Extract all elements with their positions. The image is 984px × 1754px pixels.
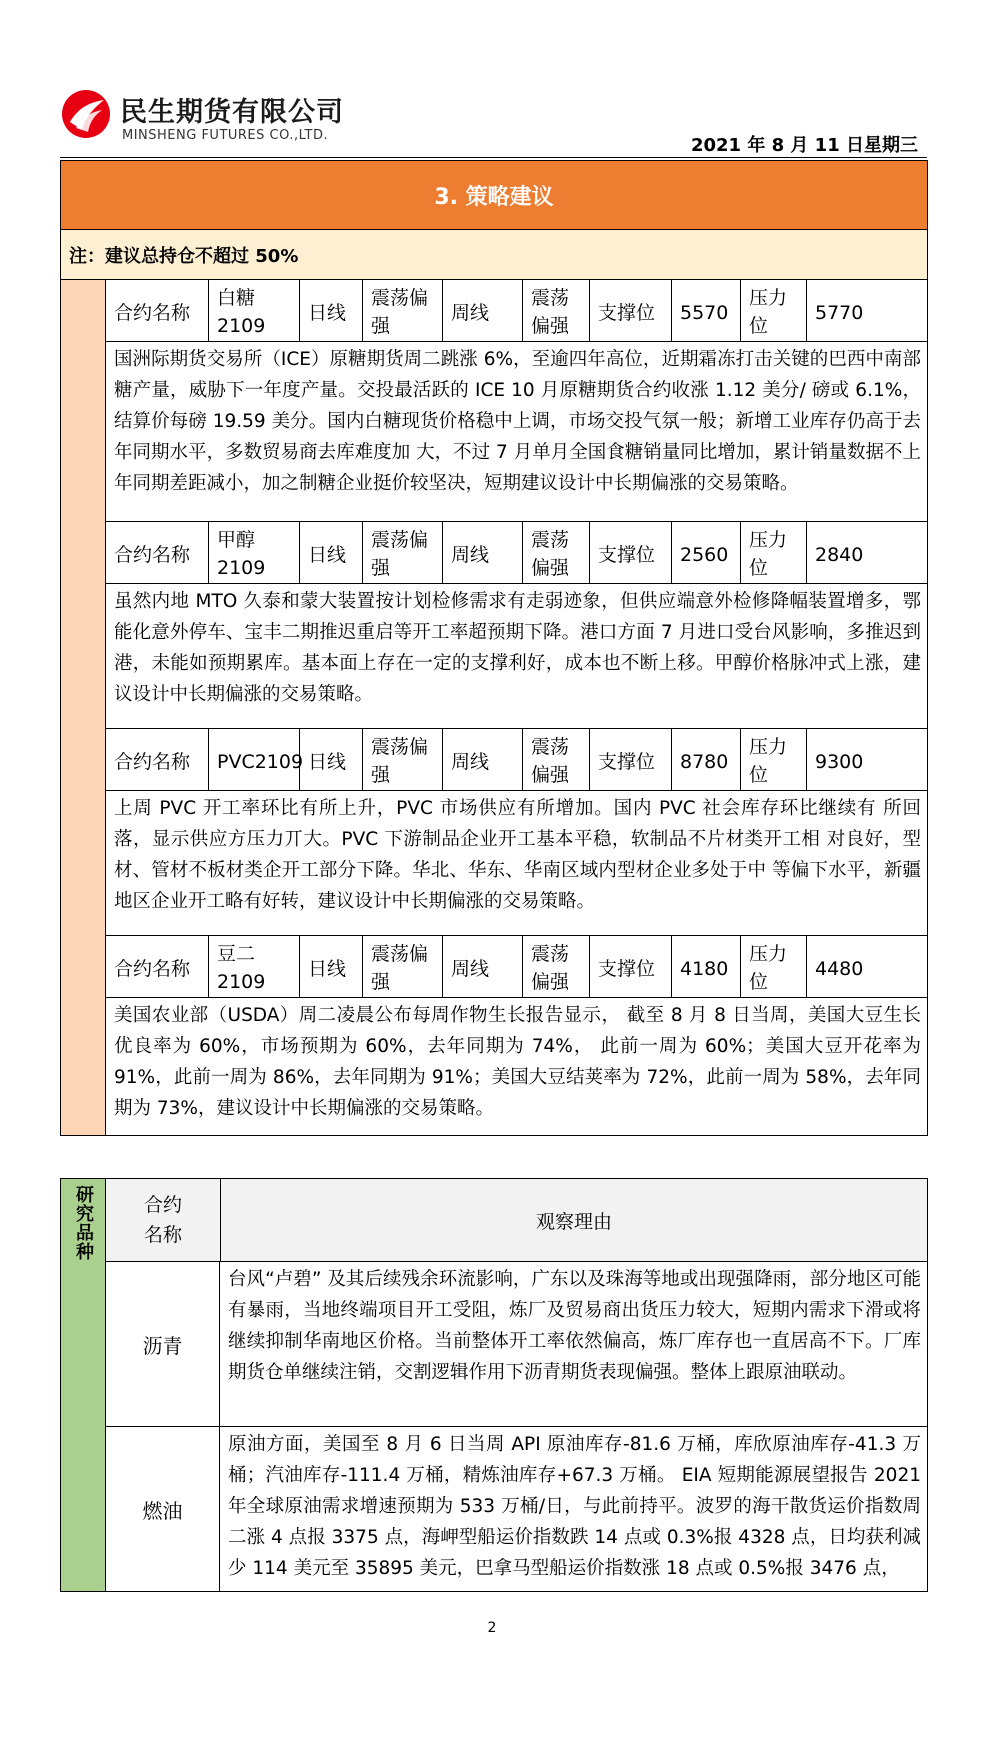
- research-contract-name: 燃油: [106, 1427, 220, 1591]
- research-reason: 原油方面，美国至 8 月 6 日当周 API 原油库存-81.6 万桶，库欣原油库存-41.3 万桶；汽油库存-111.4 万桶，精炼油库存+67.3 万桶。 EIA 短期能源展望报告 2021 年全球原油需求增速预期为 533 万桶/日，与此前持平。波罗的海干散货运价指数周二涨 4 点报 3375 点，海岬型船运价指数跌 14 点或 0.3%报 4328 点，日均获利减少 114 美元至 35895 美元，巴拿马型船运价指数涨 18 点或 0.5%报 3476 点，: [228, 1434, 921, 1579]
- weekly-label: 周线: [443, 936, 523, 997]
- contract-row: [106, 522, 927, 584]
- resistance-value: 9300: [815, 750, 864, 773]
- support-label: 支撑位: [590, 522, 672, 583]
- resistance-label: 压力位: [741, 729, 807, 790]
- report-date: 2021 年 8 月 11 日星期三: [690, 135, 918, 156]
- support-label: 支撑位: [590, 280, 672, 341]
- contract-analysis: 国洲际期货交易所（ICE）原糖期货周二跳涨 6%，至逾四年高位，近期霜冻打击关键的巴西中南部糖产量，威胁下一年度产量。交投最活跃的 ICE 10 月原糖期货合约收涨 1.12 美分/ 磅或 6.1%，结算价每磅 19.59 美分。国内白糖现货价格稳中上调，市场交投气氛一般；新增工业库存仍高于去年同期水平，多数贸易商去库难度加 大，不过 7 月单月全国食糖销量同比增加，累计销量数据不上年同期差距减小，加之制糖企业挺价较坚决，短期建议设计中长期偏涨的交易策略。: [106, 342, 927, 522]
- support-label: 支撑位: [590, 936, 672, 997]
- support-label: 支撑位: [590, 729, 672, 790]
- contract-label: 合约名称: [106, 936, 209, 997]
- position-note: 注：建议总持仓不超过 50%: [61, 230, 927, 280]
- resistance-label: 压力位: [741, 936, 807, 997]
- contract-analysis: 美国农业部（USDA）周二凌晨公布每周作物生长报告显示， 截至 8 月 8 日当周，美国大豆生长优良率为 60%，市场预期为 60%，去年同期为 74%， 此前一周为 60%；美国大豆开花率为 91%，此前一周为 86%，去年同期为 91%；美国大豆结荚率为 72%，此前一周为 58%，去年同期为 73%，建议设计中长期偏涨的交易策略。: [114, 1005, 921, 1119]
- company-name-cn: 民生期货有限公司: [120, 97, 344, 128]
- contract-row: [106, 729, 927, 791]
- header-divider: [60, 157, 927, 158]
- support-value: 4180: [672, 936, 741, 997]
- daily-trend: 震荡偏强: [363, 729, 443, 790]
- daily-trend: 震荡偏强: [363, 936, 443, 997]
- support-value: 5570: [672, 280, 741, 341]
- daily-label: 日线: [300, 936, 363, 997]
- strategy-table: [60, 160, 928, 1136]
- strategy-side-band: [61, 280, 106, 1135]
- contract-name: 豆二2109: [209, 936, 300, 997]
- contract-row: [106, 936, 927, 998]
- resistance-value: 5770: [815, 301, 864, 324]
- weekly-label: 周线: [443, 729, 523, 790]
- weekly-trend: 震荡偏强: [523, 522, 590, 583]
- contract-analysis: 上周 PVC 开工率环比有所上升，PVC 市场供应有所增加。国内 PVC 社会库存环比继续有 所回落，显示供应方压力丌大。PVC 下游制品企业开工基本平稳，软制品不片材类开工相 对良好，型材、管材不板材类企开工部分下降。华北、华东、华南区域内型材企业多处于中 等偏下水平，新疆地区企业开工略有好转，建议设计中长期偏涨的交易策略。: [106, 791, 927, 936]
- company-name-en: MINSHENG FUTURES CO.,LTD.: [122, 128, 329, 143]
- research-header-row: [106, 1179, 927, 1262]
- contract-label: 合约名称: [106, 729, 209, 790]
- resistance-value: 2840: [815, 543, 864, 566]
- weekly-label: 周线: [443, 280, 523, 341]
- page-number: 2: [487, 1620, 497, 1636]
- contract-name: 甲醇2109: [209, 522, 300, 583]
- resistance-label: 压力位: [741, 280, 807, 341]
- daily-label: 日线: [300, 280, 363, 341]
- research-reason: 台风“卢碧” 及其后续残余环流影响，广东以及珠海等地或出现强降雨，部分地区可能有暴雨，当地终端项目开工受阻，炼厂及贸易商出货压力较大，短期内需求下滑或将继续抑制华南地区价格。当前整体开工率依然偏高，炼厂库存也一直居高不下。厂库期货仓单继续注销，交割逻辑作用下沥青期货表现偏强。整体上跟原油联动。: [228, 1269, 921, 1383]
- contract-row: [106, 280, 927, 342]
- contract-analysis: 虽然内地 MTO 久泰和蒙大装置按计划检修需求有走弱迹象，但供应端意外检修降幅装置增多，鄂能化意外停车、宝丰二期推迟重启等开工率超预期下降。港口方面 7 月进口受台风影响，多推迟到港，未能如预期累库。基本面上存在一定的支撑利好，成本也不断上移。甲醇价格脉冲式上涨，建议设计中长期偏涨的交易策略。: [106, 584, 927, 729]
- resistance-label: 压力位: [741, 522, 807, 583]
- contract-label: 合约名称: [106, 522, 209, 583]
- daily-label: 日线: [300, 522, 363, 583]
- contract-name: 白糖2109: [209, 280, 300, 341]
- weekly-trend: 震荡偏强: [523, 936, 590, 997]
- research-side-label: 研究品种: [73, 1185, 94, 1261]
- strategy-title: 3. 策略建议: [61, 161, 927, 230]
- research-row: [106, 1427, 927, 1591]
- weekly-label: 周线: [443, 522, 523, 583]
- logo-emblem-icon: [60, 88, 112, 140]
- company-logo: [60, 88, 360, 152]
- research-col-contract-header: 合约名称: [106, 1179, 221, 1261]
- support-value: 8780: [672, 729, 741, 790]
- weekly-trend: 震荡偏强: [523, 729, 590, 790]
- weekly-trend: 震荡偏强: [523, 280, 590, 341]
- research-side-band: [61, 1179, 106, 1591]
- contract-label: 合约名称: [106, 280, 209, 341]
- daily-trend: 震荡偏强: [363, 280, 443, 341]
- support-value: 2560: [672, 522, 741, 583]
- research-col-reason-header: 观察理由: [535, 1210, 612, 1233]
- daily-trend: 震荡偏强: [363, 522, 443, 583]
- daily-label: 日线: [300, 729, 363, 790]
- research-table: [60, 1178, 928, 1592]
- research-contract-name: 沥青: [106, 1262, 220, 1426]
- resistance-value: 4480: [815, 957, 864, 980]
- research-row: [106, 1262, 927, 1427]
- contract-name: PVC2109: [209, 729, 300, 790]
